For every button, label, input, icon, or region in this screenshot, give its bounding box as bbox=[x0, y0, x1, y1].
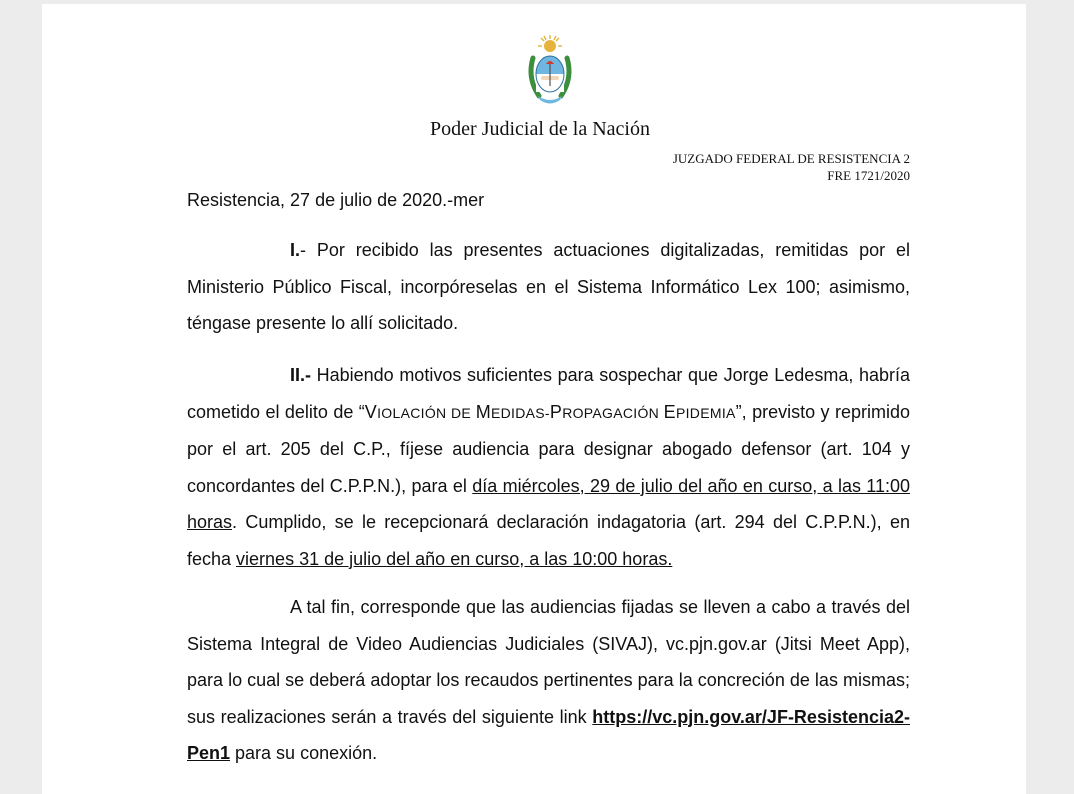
offense-name bbox=[364, 401, 736, 422]
paragraph-2-text-a: Habiendo motivos suficientes para sospechar que Jorge Ledesma, habría cometido el delito de “ bbox=[187, 365, 910, 422]
coat-of-arms-seal bbox=[525, 34, 575, 110]
offense-rest-1: IOLACIÓN DE bbox=[377, 404, 476, 421]
video-hearing-link[interactable]: https://vc.pjn.gov.ar/JF-Resistencia2-Pen1 bbox=[187, 706, 910, 763]
paragraph-3-text: A tal fin, corresponde que las audiencias fijadas se lleven a cabo a través del Sistema Integral de Video Audiencias Judiciales (SIVAJ), vc.pjn.gov.ar (Jitsi Meet App), para lo cual se deberá adoptar los recaudos pertinentes para la concreción de las mismas; sus realizaciones serán a través del siguiente link bbox=[187, 597, 910, 727]
offense-cap-1: V bbox=[364, 401, 378, 422]
offense-cap-4: E bbox=[663, 401, 676, 422]
statement-date: viernes 31 de julio del año en curso, a las 10:00 horas. bbox=[236, 548, 673, 569]
hearing-date: día miércoles, 29 de julio del año en curso, a las 11:00 horas bbox=[187, 475, 911, 532]
offense-rest-3: ROPAGACIÓN bbox=[562, 404, 664, 421]
paragraph-2-text-b: ”, previsto y reprimido por el art. 205 del C.P., fíjese audiencia para designar abogado defensor (art. 104 y concordantes del C.P.P.N.), para el bbox=[187, 401, 910, 496]
paragraph-2-label: II.- bbox=[290, 365, 311, 385]
institution-title: Poder Judicial de la Nación bbox=[430, 118, 650, 140]
offense-rest-2: EDIDAS- bbox=[490, 404, 550, 421]
paragraph-1 bbox=[187, 232, 910, 342]
court-name: JUZGADO FEDERAL DE RESISTENCIA 2 bbox=[672, 151, 910, 166]
paragraph-3 bbox=[187, 589, 910, 772]
offense-cap-3: P bbox=[549, 401, 563, 422]
document-page bbox=[42, 4, 1026, 794]
paragraph-2-text-c: . Cumplido, se le recepcionará declaración indagatoria (art. 294 del C.P.P.N.), en fecha bbox=[187, 512, 910, 569]
paragraph-1-label: I. bbox=[290, 240, 301, 260]
court-header bbox=[673, 150, 910, 184]
offense-rest-4: PIDEMIA bbox=[675, 404, 736, 421]
paragraph-3-text-end: para su conexión. bbox=[230, 743, 378, 763]
case-number: FRE 1721/2020 bbox=[827, 168, 910, 183]
paragraph-2 bbox=[187, 357, 910, 577]
date-line: Resistencia, 27 de julio de 2020.-mer bbox=[187, 190, 485, 210]
sun-rays bbox=[538, 35, 562, 52]
paragraph-1-text: - Por recibido las presentes actuaciones digitalizadas, remitidas por el Ministerio Público Fiscal, incorpóreselas en el Sistema Informático Lex 100; asimismo, téngase presente lo allí solicitado. bbox=[187, 240, 910, 333]
offense-cap-2: M bbox=[475, 401, 491, 422]
